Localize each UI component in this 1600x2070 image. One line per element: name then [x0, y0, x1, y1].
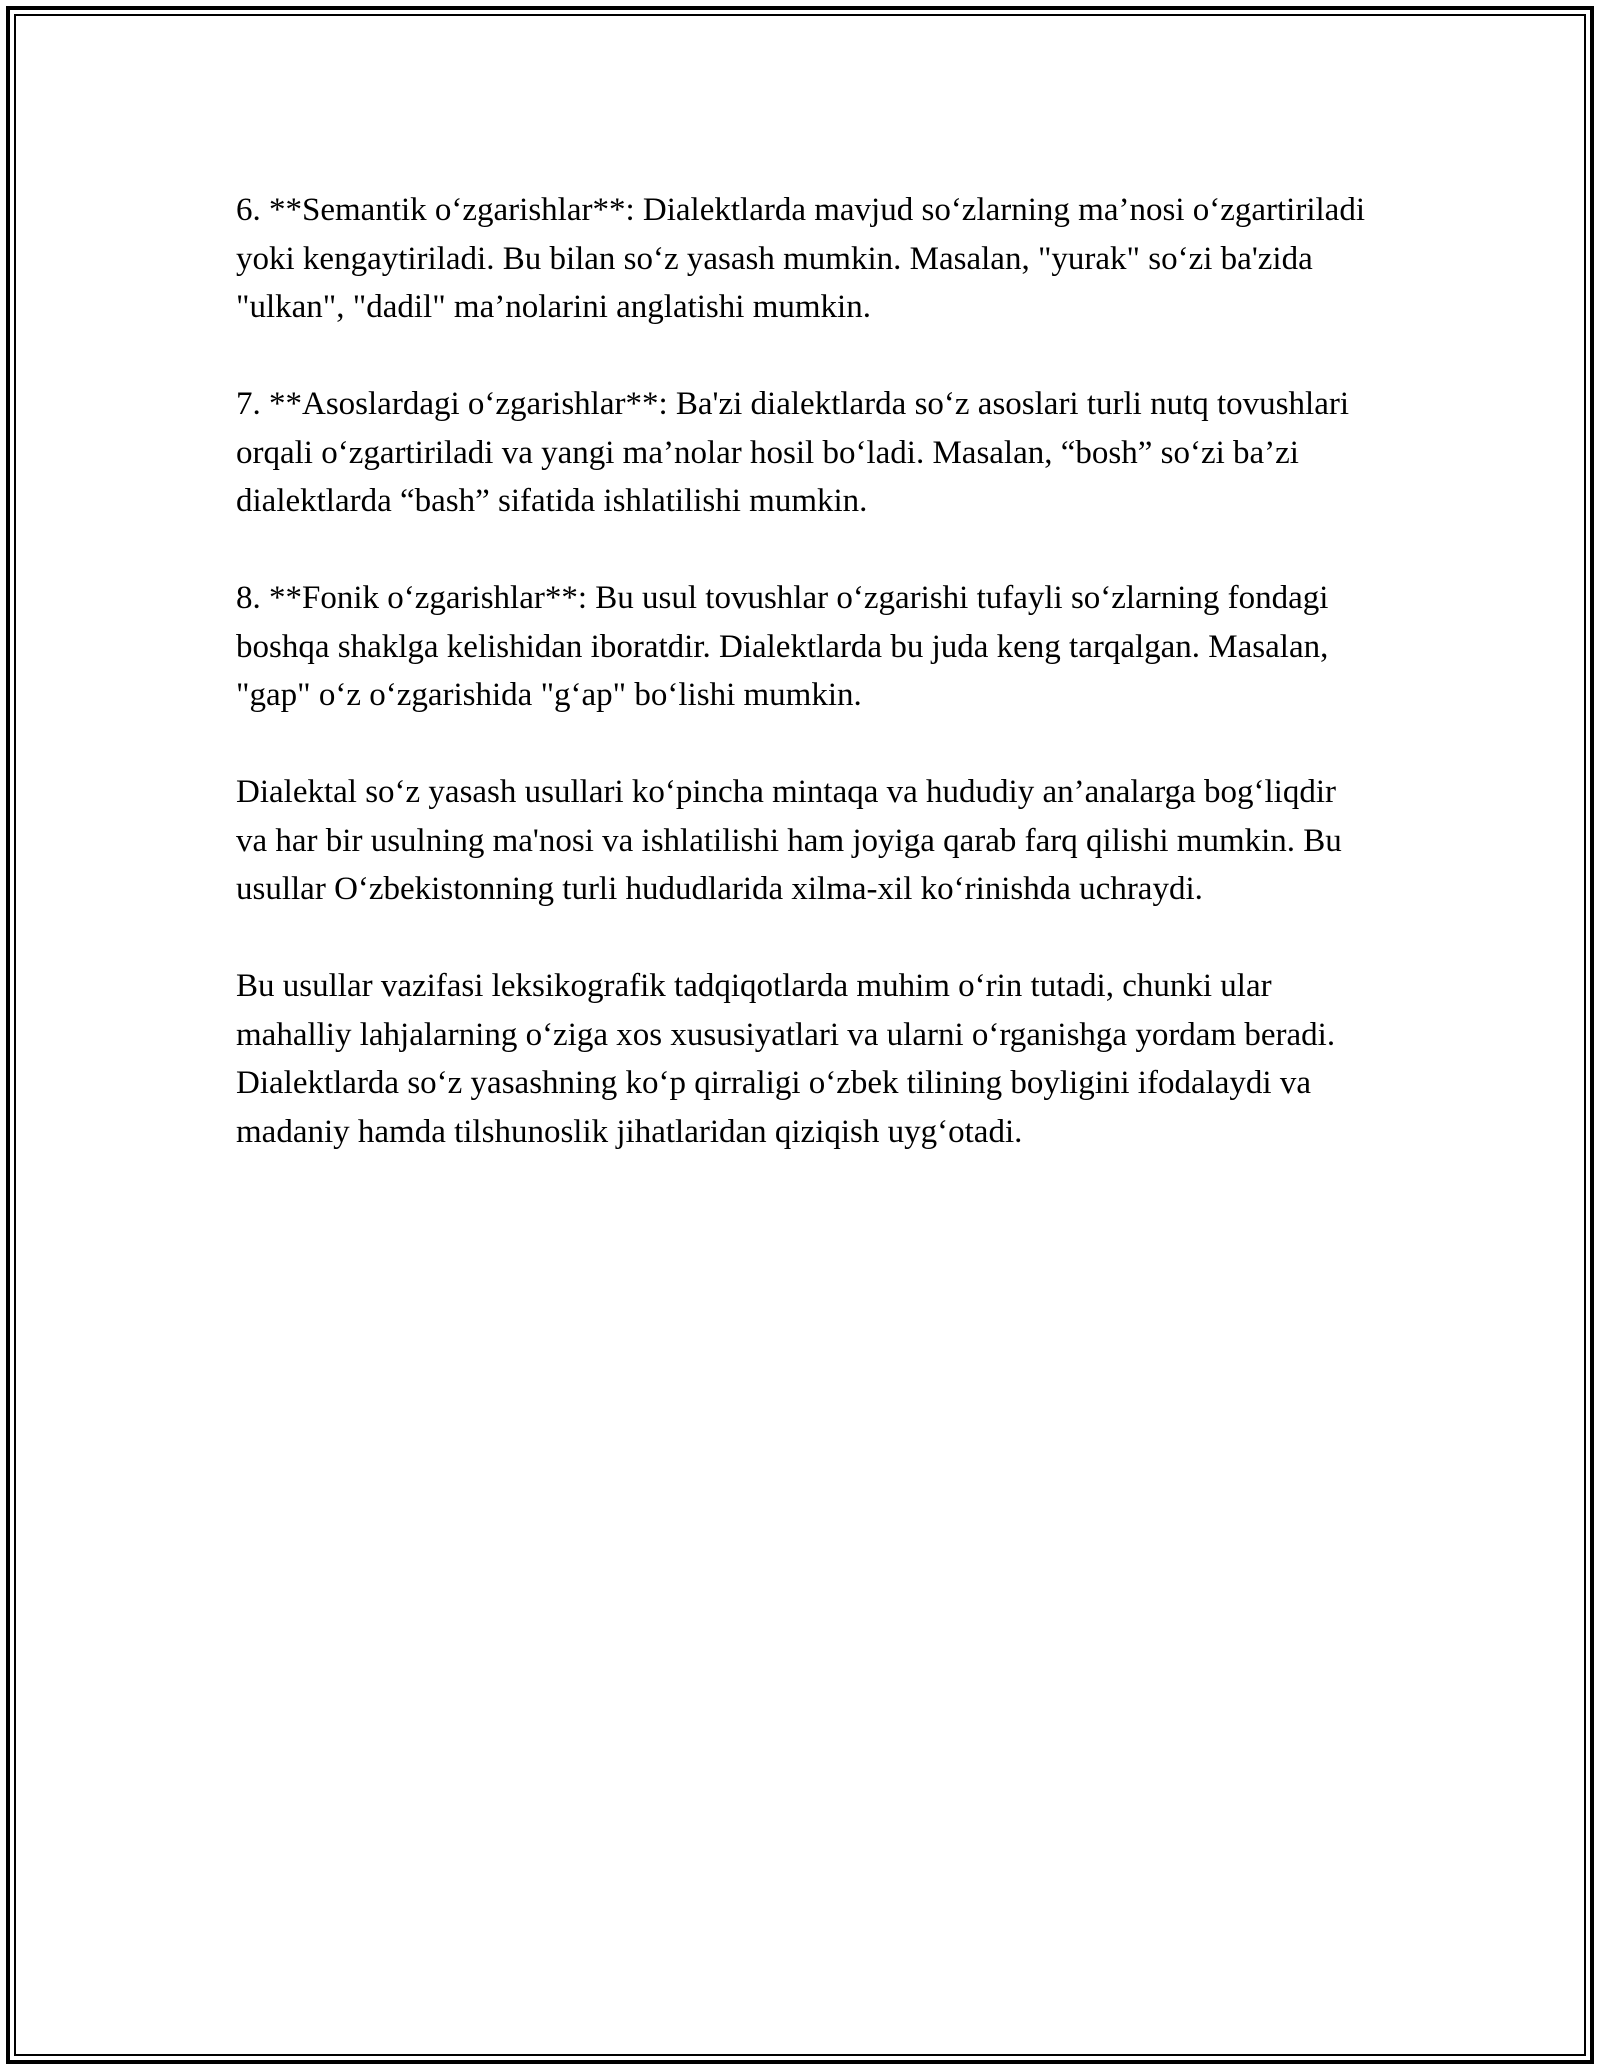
paragraph-stem-changes: 7. **Asoslardagi o‘zgarishlar**: Ba'zi dialektlarda so‘z asoslari turli nutq tovushlari orqali o‘zgartiriladi va yangi ma’nolar hosil bo‘ladi. Masalan, “bosh” so‘zi ba’zi dialektlarda “bash” sifatida ishlatilishi mumkin. — [236, 386, 1349, 519]
paragraph-semantic-changes: 6. **Semantik o‘zgarishlar**: Dialektlarda mavjud so‘zlarning ma’nosi o‘zgartiriladi yoki kengaytiriladi. Bu bilan so‘z yasash mumkin. Masalan, "yurak" so‘zi ba'zida "ulkan", "dadil" ma’nolarini anglatishi mumkin. — [236, 192, 1365, 325]
paragraph-phonetic-changes: 8. **Fonik o‘zgarishlar**: Bu usul tovushlar o‘zgarishi tufayli so‘zlarning fondagi boshqa shaklga kelishidan iboratdir. Dialektlarda bu juda keng tarqalgan. Masalan, "gap" o‘z o‘zgarishida "g‘ap" bo‘lishi mumkin. — [236, 580, 1329, 713]
document-body — [236, 186, 1366, 1205]
paragraph-regional-methods: Dialektal so‘z yasash usullari ko‘pincha mintaqa va hududiy an’analarga bog‘liqdir va har bir usulning ma'nosi va ishlatilishi ham joyiga qarab farq qilishi mumkin. Bu usullar O‘zbekistonning turli hududlarida xilma-xil ko‘rinishda uchraydi. — [236, 774, 1342, 907]
paragraph-conclusion: Bu usullar vazifasi leksikografik tadqiqotlarda muhim o‘rin tutadi, chunki ular mahalliy lahjalarning o‘ziga xos xususiyatlari va ularni o‘rganishga yordam beradi. Dialektlarda so‘z yasashning ko‘p qirraligi o‘zbek tilining boyligini ifodalaydi va madaniy hamda tilshunoslik jihatlaridan qiziqish uyg‘otadi. — [236, 968, 1336, 1150]
